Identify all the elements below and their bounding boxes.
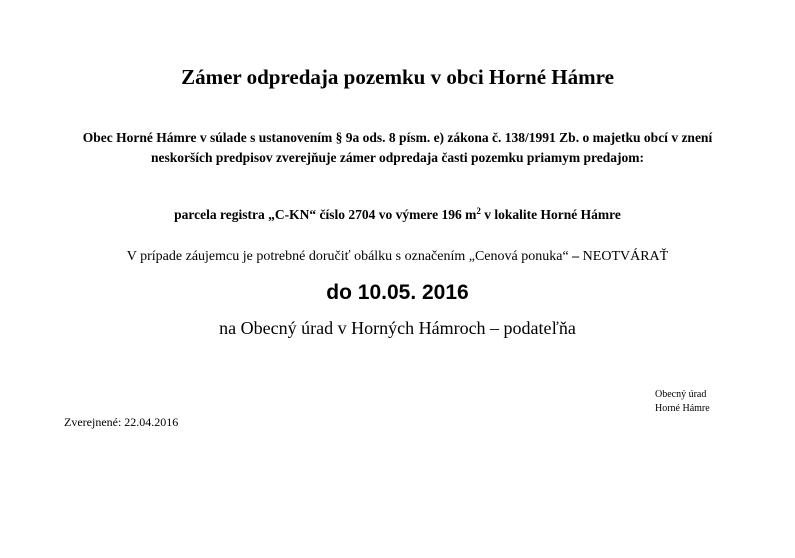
area-unit-superscript: 2 [476, 206, 481, 216]
notice-text: V prípade záujemcu je potrebné doručiť obálku s označením „Cenová ponuka“ [126, 249, 573, 264]
submission-location: na Obecný úrad v Horných Hámroch – podateľňa [219, 318, 576, 338]
notice-do-not-open: NEOTVÁRAŤ [579, 249, 669, 264]
deadline-date: do 10.05. 2016 [326, 281, 469, 304]
submission-notice [0, 248, 795, 266]
signature-block [655, 388, 710, 416]
parcel-line [0, 206, 795, 224]
parcel-location-text: v lokalite Horné Hámre [480, 207, 621, 222]
intro-paragraph: Obec Horné Hámre v súlade s ustanovením § 9a ods. 8 písm. e) zákona č. 138/1991 Zb. o majetku obcí v znení neskorších predpisov zverejňuje zámer odpredaja časti pozemku priamym predajom: [82, 130, 713, 165]
signature-line-2: Horné Hámre [655, 403, 710, 414]
signature-line-1: Obecný úrad [655, 389, 707, 400]
notice-dash: – [572, 249, 580, 264]
published-date: Zverejnené: 22.04.2016 [64, 415, 179, 429]
document-title: Zámer odpredaja pozemku v obci Horné Hámre [181, 65, 614, 89]
parcel-text: parcela registra „C-KN“ číslo 2704 vo výmere 196 m [174, 207, 477, 222]
